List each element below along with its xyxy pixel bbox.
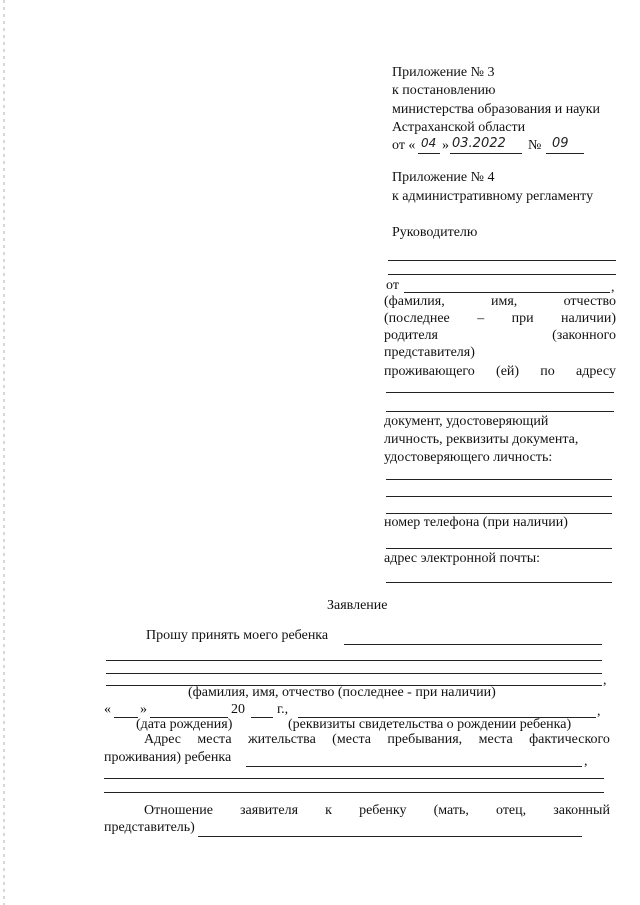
word: родителя	[384, 328, 438, 343]
appendix-3-num-label: №	[528, 138, 542, 153]
from-comma: ,	[611, 280, 615, 295]
word: при	[511, 311, 534, 326]
appendix-3-num: 09	[552, 136, 569, 151]
child-name-comma: ,	[603, 673, 607, 688]
child-address-field-3	[104, 792, 604, 793]
word: к	[325, 803, 332, 818]
child-name-field-2	[106, 660, 602, 661]
identity-doc-line-1: документ, удостоверяющий	[384, 414, 549, 429]
relation-caption-line-2: представитель)	[104, 820, 195, 835]
statement-title: Заявление	[327, 598, 388, 613]
identity-doc-line-2: личность, реквизиты документа,	[384, 432, 579, 447]
appendix-3-date-rest: 03.2022	[452, 136, 506, 151]
word: пребывания,	[387, 732, 463, 747]
appendix-3-date-day: 04	[421, 136, 437, 150]
addressee-line-2	[388, 274, 616, 275]
appendix-3-date-mid: »	[442, 138, 449, 153]
word: (ей)	[496, 364, 520, 379]
identity-doc-field-3	[386, 513, 612, 514]
email-field	[386, 582, 612, 583]
addressee-to: Руководителю	[392, 225, 478, 240]
appendix-3-line-4: Астраханской области	[392, 120, 526, 135]
dob-year-suffix: г.,	[277, 702, 289, 717]
dob-year-field	[251, 717, 273, 718]
relation-caption	[144, 803, 610, 819]
word: имя,	[491, 294, 518, 309]
email-caption: адрес электронной почты:	[384, 551, 541, 566]
word: наличии)	[560, 311, 616, 326]
child-address-field-2	[104, 778, 604, 779]
word: (места	[332, 732, 371, 747]
word: Отношение	[144, 803, 213, 818]
word: жительства	[247, 732, 316, 747]
word: отец,	[496, 803, 527, 818]
child-address-comma: ,	[584, 754, 588, 769]
phone-field	[386, 548, 612, 549]
word: законный	[553, 803, 610, 818]
word: (мать,	[433, 803, 469, 818]
word: отчество	[563, 294, 616, 309]
word: (фамилия,	[384, 294, 445, 309]
num-underline	[546, 153, 584, 154]
address-line-2	[386, 411, 614, 412]
addressee-line-1	[388, 260, 616, 261]
from-line	[404, 292, 610, 293]
dob-close-quote: »	[140, 702, 147, 717]
word: проживающего	[384, 364, 475, 379]
word: Адрес	[144, 732, 182, 747]
date-day-underline	[418, 153, 440, 154]
appendix-3-date-prefix: от «	[392, 138, 416, 153]
parent-caption-line-1	[384, 328, 616, 344]
word: заявителя	[240, 803, 299, 818]
word: (законного	[552, 328, 616, 343]
address-line-1	[386, 392, 614, 393]
dob-caption: (дата рождения)	[136, 717, 233, 732]
word: –	[477, 311, 485, 326]
child-name-field-3	[106, 673, 602, 674]
appendix-3-title: Приложение № 3	[392, 65, 495, 80]
appendix-4-title: Приложение № 4	[392, 170, 495, 185]
birth-cert-caption: (реквизиты свидетельства о рождении ребенка)	[288, 717, 572, 732]
parent-caption-line-2: представителя)	[384, 345, 475, 360]
addressee-from: от	[386, 278, 399, 293]
child-name-field-1	[344, 644, 602, 645]
scan-edge-artifact	[3, 0, 5, 905]
date-rest-underline	[450, 153, 522, 154]
relation-field	[198, 836, 582, 837]
appendix-4-line-2: к административному регламенту	[392, 189, 594, 204]
appendix-3-line-3: министерства образования и науки	[392, 102, 600, 117]
child-address-caption-line-2: проживания) ребенка	[104, 750, 232, 765]
child-address-field-1	[246, 766, 582, 767]
word: по	[540, 364, 555, 379]
fio-caption-line-2	[384, 311, 616, 327]
dob-year-prefix: 20	[231, 702, 245, 717]
dob-open-quote: «	[104, 702, 111, 717]
identity-doc-line-3: удостоверяющего личность:	[384, 450, 553, 465]
child-address-caption	[144, 732, 610, 748]
appendix-3-line-2: к постановлению	[392, 83, 496, 98]
living-address-caption	[384, 364, 616, 380]
word: фактического	[529, 732, 610, 747]
fio-caption-line-1	[384, 294, 616, 310]
child-fio-caption: (фамилия, имя, отчество (последнее - при наличии)	[188, 685, 496, 700]
birth-cert-comma: ,	[597, 704, 601, 719]
word: (последнее	[384, 311, 450, 326]
dob-day-field	[114, 717, 138, 718]
word: адресу	[576, 364, 616, 379]
phone-caption: номер телефона (при наличии)	[384, 515, 568, 530]
word: места	[478, 732, 513, 747]
request-text: Прошу принять моего ребенка	[146, 628, 329, 643]
identity-doc-field-1	[386, 479, 612, 480]
word: ребенку	[359, 803, 407, 818]
word: места	[197, 732, 232, 747]
identity-doc-field-2	[386, 496, 612, 497]
